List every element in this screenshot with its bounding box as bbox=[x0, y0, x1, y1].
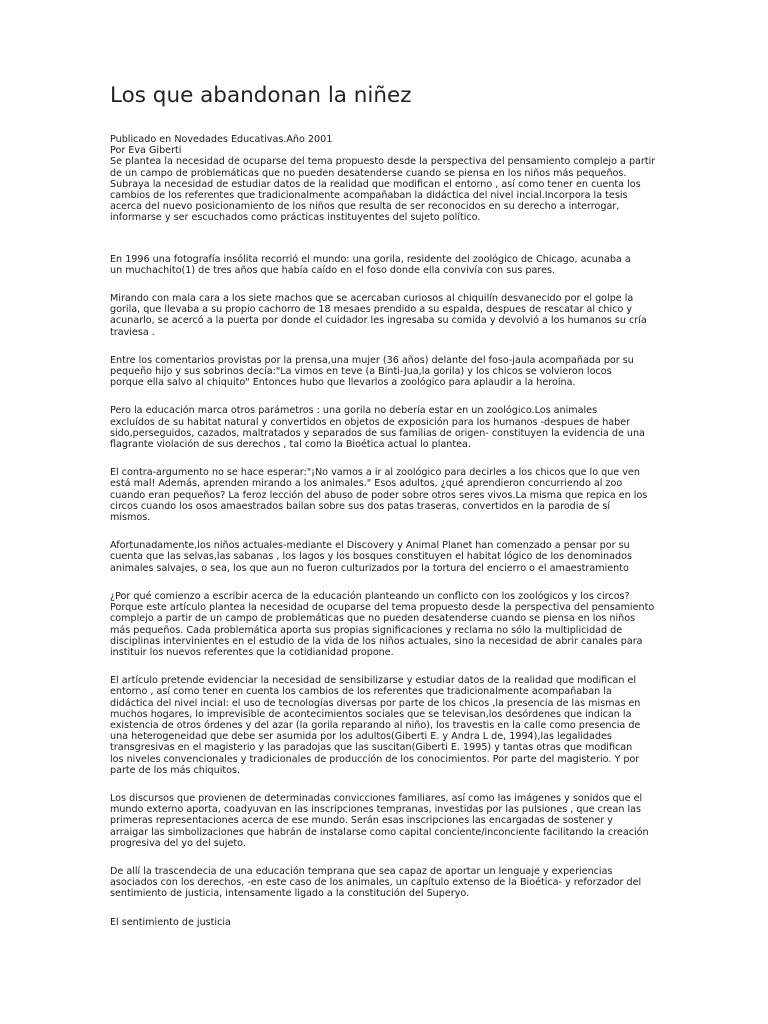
paragraph-7: ¿Por qué comienzo a escribir acerca de la educación planteando un conflicto con los zoológicos y los circos? Porque este artículo plantea la necesidad de ocuparse del tema propuesto desde la perspectiva del pensamiento complejo a partir de un campo de problemáticas que no pueden desatenderse cuando se piensa en los niños más pequeños. Cada problemática aporta sus propias significaciones y reclama no sólo la multiplicidad de disciplinas intervinientes en el estudio de la vida de los niños actuales, sino la necesidad de abrir canales para instituir los nuevos referentes que la cotidianidad propone. bbox=[110, 590, 655, 658]
document-title: Los que abandonan la niñez bbox=[110, 83, 412, 108]
paragraph-abstract: Se plantea la necesidad de ocuparse del tema propuesto desde la perspectiva del pensamiento complejo a partir de un campo de problemáticas que no pueden desatenderse cuando se piensa en los niños más pequeños. Subraya la necesidad de estudiar datos de la realidad que modifican el entorno , así como tener en cuenta los cambios de los referentes que tradicionalmente acompañaban la didáctica del nivel incial.Incorpora la tesis acerca del nuevo posicionamiento de los niños que resulta de ser reconocidos en su derecho a interrogar, informarse y ser escuchados como prácticas instituyentes del sujeto político. bbox=[110, 156, 656, 224]
publication-info: Publicado en Novedades Educativas.Año 2001 Por Eva Giberti bbox=[110, 134, 333, 157]
paragraph-10: De allí la trascendecia de una educación temprana que sea capaz de aportar un lenguaje y experiencias asociados con los derechos, -en este caso de los animales, un capítulo extenso de la Bioética- y reforzador del sentimiento de justicia, intensamente ligado a la constitución del Superyo. bbox=[110, 865, 642, 900]
section-heading: El sentimiento de justicia bbox=[110, 916, 231, 928]
paragraph-6: Afortunadamente,los niños actuales-mediante el Discovery y Animal Planet han comenzado a pensar por su cuenta que las selvas,las sabanas , los lagos y los bosques constituyen el habitat lógico de los denominados animales salvajes, o sea, los que aun no fueron culturizados por la tortura del encierro o el amaestramiento bbox=[110, 540, 632, 574]
paragraph-8: El artículo pretende evidenciar la necesidad de sensibilizarse y estudiar datos de la realidad que modifican el entorno , así como tener en cuenta los cambios de los referentes que tradicionalmente acompañaban la didáctica del nivel incial: el uso de tecnologías diversas por parte de los chicos ,la presencia de las mismas en muchos hogares, lo imprevisible de acontecimientos sociales que se televisan,los desórdenes que indican la existencia de otros órdenes y del azar (la gorila reparando al niño), los travestis en la calle como presencia de una heterogeneidad que debe ser asumida por los adultos(Giberti E. y Andra L de, 1994),las legalidades transgresivas en el magisterio y las paradojas que las suscitan(Giberti E. 1995) y tantas otras que modifican los niveles convencionales y tradicionales de producción de los conocimientos. Por parte del magisterio. Y por parte de los más chiquitos. bbox=[110, 675, 641, 776]
paragraph-3: Entre los comentarios provistas por la prensa,una mujer (36 años) delante del foso-jaula acompañada por su pequeño hijo y sus sobrinos decía:"La vimos en teve (a Binti-Jua,la gorila) y los chicos se volvieron locos porque ella salvo al chiquito" Entonces hubo que llevarlos a zoológico para aplaudir a la heroína. bbox=[110, 354, 634, 389]
paragraph-5: El contra-argumento no se hace esperar:"¡No vamos a ir al zoológico para decirles a los chicos que lo que ven está mal! Además, aprenden mirando a los animales." Esos adultos, ¿qué aprendieron concurriendo al zoo cuando eran pequeños? La feroz lección del abuso de poder sobre otros seres vivos.La misma que repica en los circos cuando los osos amaestrados bailan sobre sus dos patas traseras, convertidos en la parodia de sí mismos. bbox=[110, 467, 648, 524]
paragraph-4: Pero la educación marca otros parámetros : una gorila no debería estar en un zoológico.Los animales excluídos de su habitat natural y convertidos en objetos de exposición para los humanos -despues de haber sido,perseguidos, cazados, maltratados y separados de sus familias de origen- constituyen la evidencia de una flagrante violación de sus derechos , tal como la Bioética actual lo plantea. bbox=[110, 405, 645, 451]
paragraph-1: En 1996 una fotografía insólita recorrió el mundo: una gorila, residente del zoológico de Chicago, acunaba a un muchachito(1) de tres años que había caído en el foso donde ella convivía con sus pares. bbox=[110, 253, 631, 276]
paragraph-2: Mirando con mala cara a los siete machos que se acercaban curiosos al chiquilín desvanecido por el golpe la gorila, que llevaba a su propio cachorro de 18 mesaes prendido a su espalda, despues de rescatar al chico y acunarlo, se acercó a la puerta por donde el cuidador les ingresaba su comida y devolvió a los humanos su cría traviesa . bbox=[110, 293, 647, 338]
paragraph-9: Los discursos que provienen de determinadas convicciones familiares, así como las imágenes y sonidos que el mundo externo aporta, coadyuvan en las inscripciones tempranas, investidas por las pulsiones , que crean las primeras representaciones acerca de ese mundo. Serán esas inscripciones las encargadas de sostener y arraigar las simbolizaciones que habrán de instalarse como capital conciente/inconciente facilitando la creación progresiva del yo del sujeto. bbox=[110, 792, 649, 849]
